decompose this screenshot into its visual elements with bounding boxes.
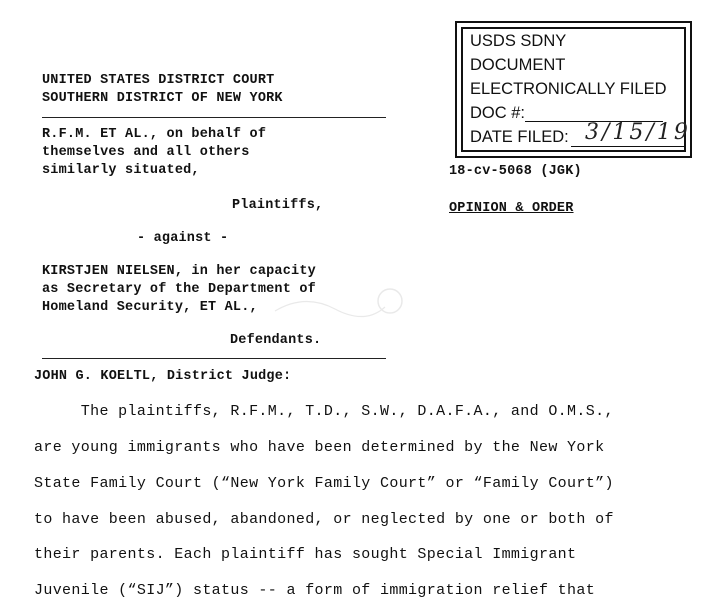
body-line-5: their parents. Each plaintiff has sought Special Immigrant [34, 546, 577, 563]
plaintiff-line-2: themselves and all others [42, 145, 250, 160]
body-line-1: The plaintiffs, R.F.M., T.D., S.W., D.A.F.A., and O.M.S., [34, 403, 614, 420]
plaintiff-line-3: similarly situated, [42, 163, 200, 178]
stamp-date-filed-label: DATE FILED: [470, 128, 569, 146]
defendant-line-3: Homeland Security, ET AL., [42, 300, 258, 315]
defendants-label: Defendants. [230, 333, 322, 348]
stamp-date-filed-line [571, 146, 684, 147]
filing-stamp-inner-border [461, 27, 691, 152]
filing-stamp [455, 21, 692, 158]
body-line-6: Juvenile (“SIJ”) status -- a form of immigration relief that [34, 582, 596, 599]
caption-rule-bottom [42, 358, 386, 359]
defendant-line-2: as Secretary of the Department of [42, 282, 316, 297]
stamp-date-handwritten: 3/15/19 [585, 120, 691, 145]
stamp-usds-sdny: USDS SDNY [470, 32, 567, 50]
defendant-line-1: KIRSTJEN NIELSEN, in her capacity [42, 264, 316, 279]
plaintiffs-label: Plaintiffs, [232, 198, 324, 213]
court-name-line1: UNITED STATES DISTRICT COURT [42, 73, 275, 88]
plaintiff-line-1: R.F.M. ET AL., on behalf of [42, 127, 267, 142]
caption-rule-top [42, 117, 386, 118]
stamp-electronically-filed: ELECTRONICALLY FILED [470, 80, 667, 98]
stamp-doc-number-label: DOC #: [470, 104, 526, 122]
judge-line: JOHN G. KOELTL, District Judge: [34, 369, 292, 384]
court-name-line2: SOUTHERN DISTRICT OF NEW YORK [42, 91, 283, 106]
stamp-document: DOCUMENT [470, 56, 566, 74]
body-line-3: State Family Court (“New York Family Court” or “Family Court”) [34, 475, 614, 492]
scan-watermark-logo [265, 283, 425, 328]
document-title: OPINION & ORDER [449, 201, 574, 216]
versus-label: - against - [137, 231, 229, 246]
case-number: 18-cv-5068 (JGK) [449, 164, 582, 179]
body-line-2: are young immigrants who have been determined by the New York [34, 439, 605, 456]
body-line-4: to have been abused, abandoned, or neglected by one or both of [34, 511, 614, 528]
